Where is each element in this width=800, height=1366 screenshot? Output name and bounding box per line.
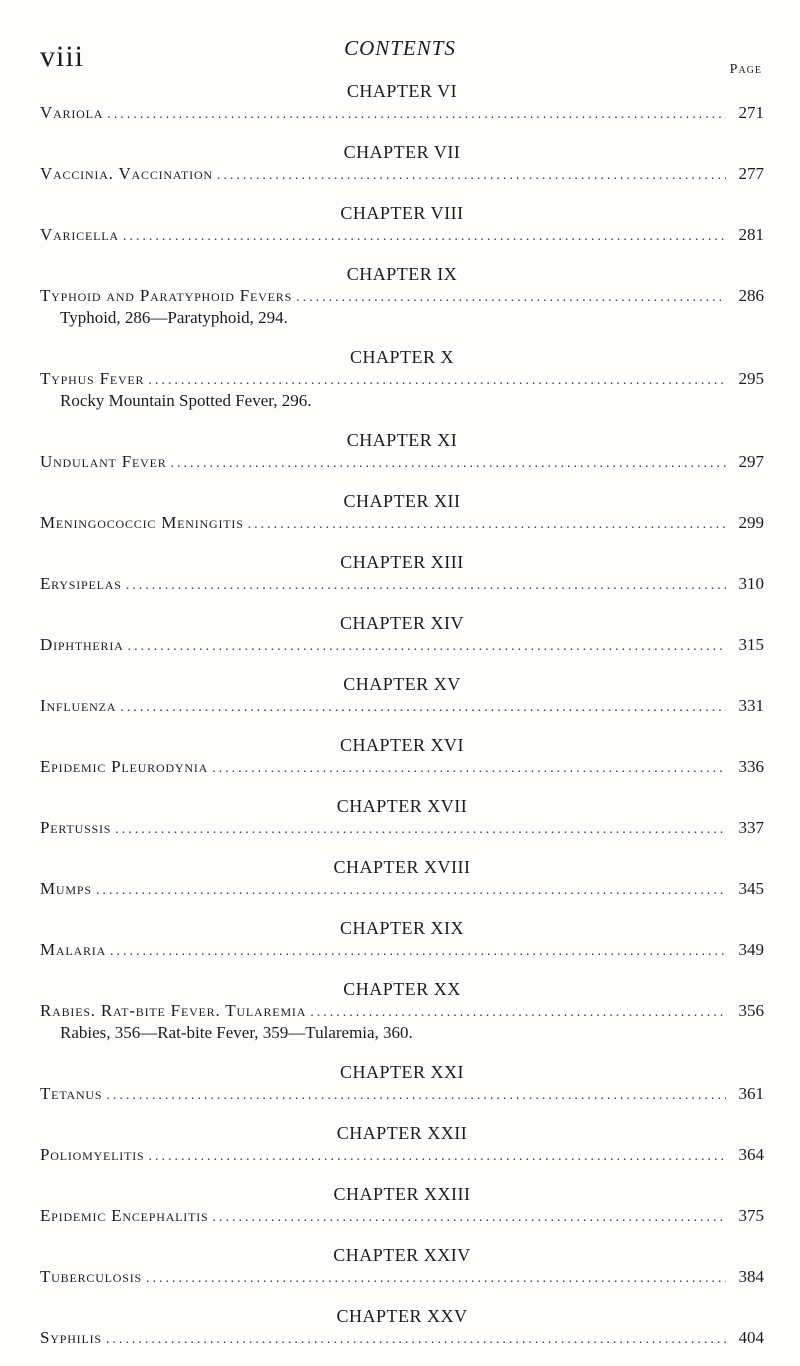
chapter-page-number: 361 <box>738 1084 764 1103</box>
dot-leader <box>212 758 726 780</box>
toc-row[interactable] <box>40 1205 764 1227</box>
chapter-title: Varicella <box>40 225 119 244</box>
chapter-entry <box>40 795 764 839</box>
chapter-title: Pertussis <box>40 818 112 837</box>
chapter-title: Mumps <box>40 879 92 898</box>
chapter-heading: CHAPTER XX <box>343 979 461 999</box>
dot-leader <box>248 514 726 536</box>
chapter-heading: CHAPTER VIII <box>340 203 464 223</box>
page-title: CONTENTS <box>344 36 456 60</box>
chapter-entry <box>40 1122 764 1166</box>
chapter-entry <box>40 612 764 656</box>
toc-row[interactable] <box>40 1327 764 1349</box>
page-column-label: Page <box>729 62 762 77</box>
dot-leader <box>171 453 726 475</box>
toc-row[interactable] <box>40 1266 764 1288</box>
chapter-title: Meningococcic Meningitis <box>40 513 244 532</box>
dot-leader <box>126 575 726 597</box>
chapter-page-number: 364 <box>738 1145 764 1164</box>
chapter-page-number: 277 <box>738 164 764 183</box>
chapter-page-number: 299 <box>738 513 764 532</box>
toc-row[interactable] <box>40 512 764 534</box>
chapter-subentries: Rabies, 356—Rat-bite Fever, 359—Tularemia, 360. <box>60 1023 413 1042</box>
toc-row[interactable] <box>40 163 764 185</box>
page-number: viii <box>40 40 85 73</box>
dot-leader <box>217 165 726 187</box>
chapter-heading: CHAPTER XXIV <box>333 1245 471 1265</box>
chapter-page-number: 271 <box>738 103 764 122</box>
chapter-title: Diphtheria <box>40 635 124 654</box>
chapter-entry <box>40 551 764 595</box>
chapter-title: Malaria <box>40 940 107 959</box>
chapter-entry <box>40 1061 764 1105</box>
dot-leader <box>115 819 726 841</box>
chapter-entry <box>40 734 764 778</box>
chapter-page-number: 336 <box>738 757 764 776</box>
toc-row[interactable] <box>40 368 764 390</box>
chapter-heading: CHAPTER XXV <box>336 1306 468 1326</box>
chapter-page-number: 384 <box>738 1267 764 1286</box>
chapter-entry <box>40 490 764 534</box>
chapter-subentries: Typhoid, 286—Paratyphoid, 294. <box>60 308 288 327</box>
chapter-page-number: 404 <box>738 1328 764 1347</box>
chapter-title: Poliomyelitis <box>40 1145 145 1164</box>
chapter-page-number: 286 <box>738 286 764 305</box>
toc-row[interactable] <box>40 451 764 473</box>
chapter-entry <box>40 917 764 961</box>
dot-leader <box>120 697 726 719</box>
chapter-title: Syphilis <box>40 1328 102 1347</box>
chapter-page-number: 349 <box>738 940 764 959</box>
chapter-title: Variola <box>40 103 104 122</box>
toc-row[interactable] <box>40 1083 764 1105</box>
chapter-title: Influenza <box>40 696 117 715</box>
dot-leader <box>128 636 726 658</box>
chapter-entry <box>40 346 764 412</box>
chapter-page-number: 281 <box>738 225 764 244</box>
chapter-heading: CHAPTER XII <box>343 491 461 511</box>
toc-row[interactable] <box>40 573 764 595</box>
chapter-title: Tetanus <box>40 1084 103 1103</box>
chapter-title: Typhus Fever <box>40 369 145 388</box>
dot-leader <box>146 1268 726 1290</box>
toc-row[interactable] <box>40 817 764 839</box>
chapter-heading: CHAPTER XIII <box>340 552 464 572</box>
chapter-title: Rabies. Rat-bite Fever. Tularemia <box>40 1001 307 1020</box>
chapter-entry <box>40 263 764 329</box>
dot-leader <box>213 1207 727 1229</box>
dot-leader <box>106 1329 726 1351</box>
chapter-subentries: Rocky Mountain Spotted Fever, 296. <box>60 391 312 410</box>
toc-row[interactable] <box>40 224 764 246</box>
chapter-entry <box>40 1183 764 1227</box>
chapter-heading: CHAPTER VI <box>346 81 458 101</box>
table-of-contents <box>40 80 764 1366</box>
chapter-page-number: 315 <box>738 635 764 654</box>
chapter-page-number: 345 <box>738 879 764 898</box>
chapter-heading: CHAPTER XVI <box>339 735 464 755</box>
chapter-entry <box>40 202 764 246</box>
chapter-heading: CHAPTER XIV <box>339 613 464 633</box>
dot-leader <box>96 880 726 902</box>
chapter-heading: CHAPTER X <box>349 347 454 367</box>
chapter-heading: CHAPTER XV <box>343 674 461 694</box>
chapter-heading: CHAPTER XXI <box>339 1062 464 1082</box>
chapter-entry <box>40 429 764 473</box>
dot-leader <box>123 226 726 248</box>
toc-row[interactable] <box>40 634 764 656</box>
chapter-page-number: 356 <box>738 1001 764 1020</box>
chapter-title: Epidemic Pleurodynia <box>40 757 209 776</box>
chapter-page-number: 310 <box>738 574 764 593</box>
toc-row[interactable] <box>40 695 764 717</box>
chapter-entry <box>40 80 764 124</box>
chapter-heading: CHAPTER XI <box>346 430 458 450</box>
chapter-title: Tuberculosis <box>40 1267 142 1286</box>
chapter-entry <box>40 141 764 185</box>
chapter-page-number: 337 <box>738 818 764 837</box>
toc-row[interactable] <box>40 939 764 961</box>
dot-leader <box>148 370 726 392</box>
toc-row[interactable] <box>40 285 764 307</box>
dot-leader <box>110 941 726 963</box>
toc-row[interactable] <box>40 878 764 900</box>
chapter-heading: CHAPTER XXIII <box>333 1184 471 1204</box>
chapter-title: Undulant Fever <box>40 452 167 471</box>
chapter-entry <box>40 1244 764 1288</box>
chapter-heading: CHAPTER XIX <box>339 918 464 938</box>
chapter-heading: CHAPTER XVII <box>336 796 468 816</box>
dot-leader <box>107 104 726 126</box>
chapter-title: Erysipelas <box>40 574 122 593</box>
chapter-entry <box>40 673 764 717</box>
chapter-page-number: 295 <box>738 369 764 388</box>
dot-leader <box>106 1085 726 1107</box>
toc-row[interactable] <box>40 1144 764 1166</box>
toc-row[interactable] <box>40 1000 764 1022</box>
chapter-entry <box>40 856 764 900</box>
dot-leader <box>149 1146 726 1168</box>
dot-leader <box>310 1002 726 1024</box>
chapter-entry <box>40 1305 764 1349</box>
chapter-heading: CHAPTER VII <box>343 142 461 162</box>
chapter-title: Epidemic Encephalitis <box>40 1206 209 1225</box>
toc-row[interactable] <box>40 102 764 124</box>
chapter-heading: CHAPTER XVIII <box>333 857 471 877</box>
toc-row[interactable] <box>40 756 764 778</box>
dot-leader <box>296 287 726 309</box>
chapter-heading: CHAPTER IX <box>346 264 458 284</box>
chapter-heading: CHAPTER XXII <box>336 1123 468 1143</box>
chapter-page-number: 375 <box>738 1206 764 1225</box>
chapter-title: Typhoid and Paratyphoid Fevers <box>40 286 293 305</box>
chapter-entry <box>40 978 764 1044</box>
chapter-page-number: 331 <box>738 696 764 715</box>
chapter-page-number: 297 <box>738 452 764 471</box>
chapter-title: Vaccinia. Vaccination <box>40 164 213 183</box>
running-head <box>0 36 800 76</box>
